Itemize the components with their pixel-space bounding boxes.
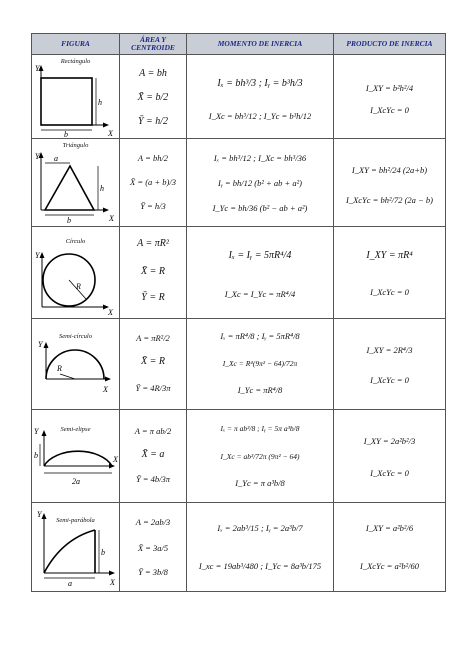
product-formula-2: I_XcYc = 0 (370, 468, 409, 478)
product-formula-2: I_XcYc = a²b²/60 (360, 561, 419, 571)
figure-name: Círculo (65, 238, 86, 245)
area-formula: A = bh (139, 68, 167, 79)
area-formula: A = πR² (137, 238, 169, 249)
header-row (32, 34, 446, 55)
area-centroid-semicirculo (120, 319, 187, 410)
product-circulo (334, 227, 446, 319)
moment-formula-1: Iₓ = Iᵧ = 5πR⁴/4 (228, 250, 292, 261)
figure-triangulo (32, 139, 120, 227)
y-axis-label: Y (35, 64, 40, 73)
moment-semicirculo (187, 319, 334, 410)
ybar-formula: Ȳ = R (141, 292, 165, 303)
product-formula-2: I_XcYc = 0 (370, 105, 409, 115)
xbar-formula: X̄ = 3a/5 (137, 543, 169, 553)
moment-formula-1: Iₓ = 2ab³/15 ; Iᵧ = 2a³b/7 (217, 523, 303, 533)
figure-semicirculo (32, 319, 120, 410)
product-formula-1: I_XY = b²h²/4 (365, 83, 414, 93)
product-semicirculo (334, 319, 446, 410)
ybar-formula: Ȳ = h/3 (140, 201, 166, 211)
product-formula-1: I_XY = bh²/24 (2a+b) (351, 165, 428, 175)
y-axis-label: Y (34, 427, 39, 436)
header-figura: FIGURA (32, 34, 120, 55)
product-formula-2: I_XcYc = bh²/72 (2a − b) (346, 195, 433, 205)
xbar-formula: X̄ = (a + b)/3 (130, 177, 176, 187)
height-label: h (98, 98, 102, 107)
moment-formula-1: Iₓ = bh³/3 ; Iᵧ = b³h/3 (217, 78, 303, 89)
ybar-formula: Ȳ = 3b/8 (138, 567, 168, 577)
x-axis-label: X (108, 129, 113, 138)
product-semiparabola (334, 503, 446, 592)
y-axis-label: Y (37, 510, 42, 519)
xbar-formula: X̄ = R (141, 356, 165, 367)
moment-formula-2: Iᵧ = bh/12 (b² + ab + a²) (218, 178, 302, 188)
figure-name: Triángulo (62, 142, 89, 149)
moment-formula-3: I_Yc = π a³b/8 (235, 478, 285, 488)
xbar-formula: X̄ = a (141, 449, 165, 460)
product-triangulo (334, 139, 446, 227)
area-centroid-circulo (120, 227, 187, 319)
moment-semiparabola (187, 503, 334, 592)
x-axis-label: X (103, 385, 108, 394)
a-label: a (68, 579, 72, 588)
product-formula-1: I_XY = πR⁴ (366, 250, 413, 261)
moment-circulo (187, 227, 334, 319)
moment-formula-2: I_Xc = bh³/12 ; I_Yc = b³h/12 (208, 111, 312, 121)
area-centroid-triangulo (120, 139, 187, 227)
area-formula: A = πR²/2 (136, 333, 170, 343)
x-axis-label: X (108, 308, 113, 317)
semiellipse-diagram (32, 410, 120, 502)
x-axis-label: X (110, 578, 115, 587)
moment-formula-3: I_Yc = bh/36 (b² − ab + a²) (212, 203, 308, 213)
2a-label: 2a (72, 477, 80, 486)
b-label: b (101, 548, 105, 557)
header-producto: PRODUCTO DE INERCIA (334, 34, 446, 55)
moment-formula-1: Iₓ = bh³/12 ; I_Xc = bh³/36 (213, 153, 307, 163)
moment-rectangulo (187, 55, 334, 139)
figure-name: Semi-parábola (56, 517, 95, 524)
figure-name: Semi-elipse (60, 426, 91, 433)
area-formula: A = π ab/2 (134, 426, 172, 436)
x-axis-label: X (109, 214, 114, 223)
base-label: b (64, 130, 68, 138)
header-area: ÁREA Y CENTROIDE (120, 34, 187, 55)
moment-formula-1: Iₓ = πR⁴/8 ; Iᵧ = 5πR⁴/8 (220, 331, 300, 341)
base-label: b (67, 216, 71, 225)
inertia-table (31, 33, 446, 592)
area-centroid-semiparabola (120, 503, 187, 592)
figure-semiparabola (32, 503, 120, 592)
moment-formula-2: I_Xc = I_Yc = πR⁴/4 (224, 289, 296, 299)
a-label: a (54, 154, 58, 163)
product-semielipse (334, 410, 446, 503)
xbar-formula: X̄ = R (141, 266, 165, 277)
radius-label: R (76, 282, 81, 291)
area-centroid-semielipse (120, 410, 187, 503)
height-label: h (100, 184, 104, 193)
semiparabola-diagram (32, 503, 120, 591)
product-formula-1: I_XY = a²b²/6 (365, 523, 414, 533)
product-rectangulo (334, 55, 446, 139)
ybar-formula: Ȳ = 4b/3π (135, 474, 171, 484)
moment-formula-2: I_xc = 19ab³/480 ; I_Yc = 8a³b/175 (198, 561, 322, 571)
moment-formula-2: I_Xc = ab³/72π (9π² − 64) (220, 452, 300, 461)
table-row-rectangulo (32, 55, 446, 139)
y-axis-label: Y (35, 152, 40, 161)
figure-name: Rectángulo (60, 58, 91, 65)
radius-label: R (57, 364, 62, 373)
header-momento: MOMENTO DE INERCIA (187, 34, 334, 55)
figure-name: Semi-círculo (59, 333, 92, 340)
table-row-triangulo (32, 139, 446, 227)
semicircle-diagram (32, 319, 120, 409)
area-formula: A = 2ab/3 (135, 517, 171, 527)
area-centroid-rectangulo (120, 55, 187, 139)
y-axis-label: Y (35, 251, 40, 260)
x-axis-label: X (113, 455, 118, 464)
moment-formula-3: I_Yc = πR⁴/8 (237, 385, 283, 395)
figure-circulo (32, 227, 120, 319)
circle-diagram (32, 227, 120, 318)
moment-triangulo (187, 139, 334, 227)
moment-formula-1: Iₓ = π ab³/8 ; Iᵧ = 5π a³b/8 (220, 424, 300, 433)
moment-formula-2: I_Xc = R⁴(9π² − 64)/72π (222, 359, 298, 368)
ybar-formula: Ȳ = h/2 (137, 116, 169, 127)
triangle-diagram (32, 139, 120, 226)
b-label: b (34, 451, 38, 460)
area-formula: A = bh/2 (137, 153, 169, 163)
rectangle-diagram (32, 55, 120, 138)
product-formula-2: I_XcYc = 0 (370, 287, 409, 297)
figure-rectangulo (32, 55, 120, 139)
y-axis-label: Y (38, 340, 43, 349)
figure-semielipse (32, 410, 120, 503)
ybar-formula: Ȳ = 4R/3π (135, 383, 171, 393)
table-row-semiparabola (32, 503, 446, 592)
xbar-formula: X̄ = b/2 (137, 92, 169, 103)
product-formula-1: I_XY = 2a²b²/3 (363, 436, 416, 446)
product-formula-1: I_XY = 2R⁴/3 (366, 345, 413, 355)
product-formula-2: I_XcYc = 0 (370, 375, 409, 385)
moment-semielipse (187, 410, 334, 503)
table-row-semicirculo (32, 319, 446, 410)
table-row-semielipse (32, 410, 446, 503)
table-row-circulo (32, 227, 446, 319)
